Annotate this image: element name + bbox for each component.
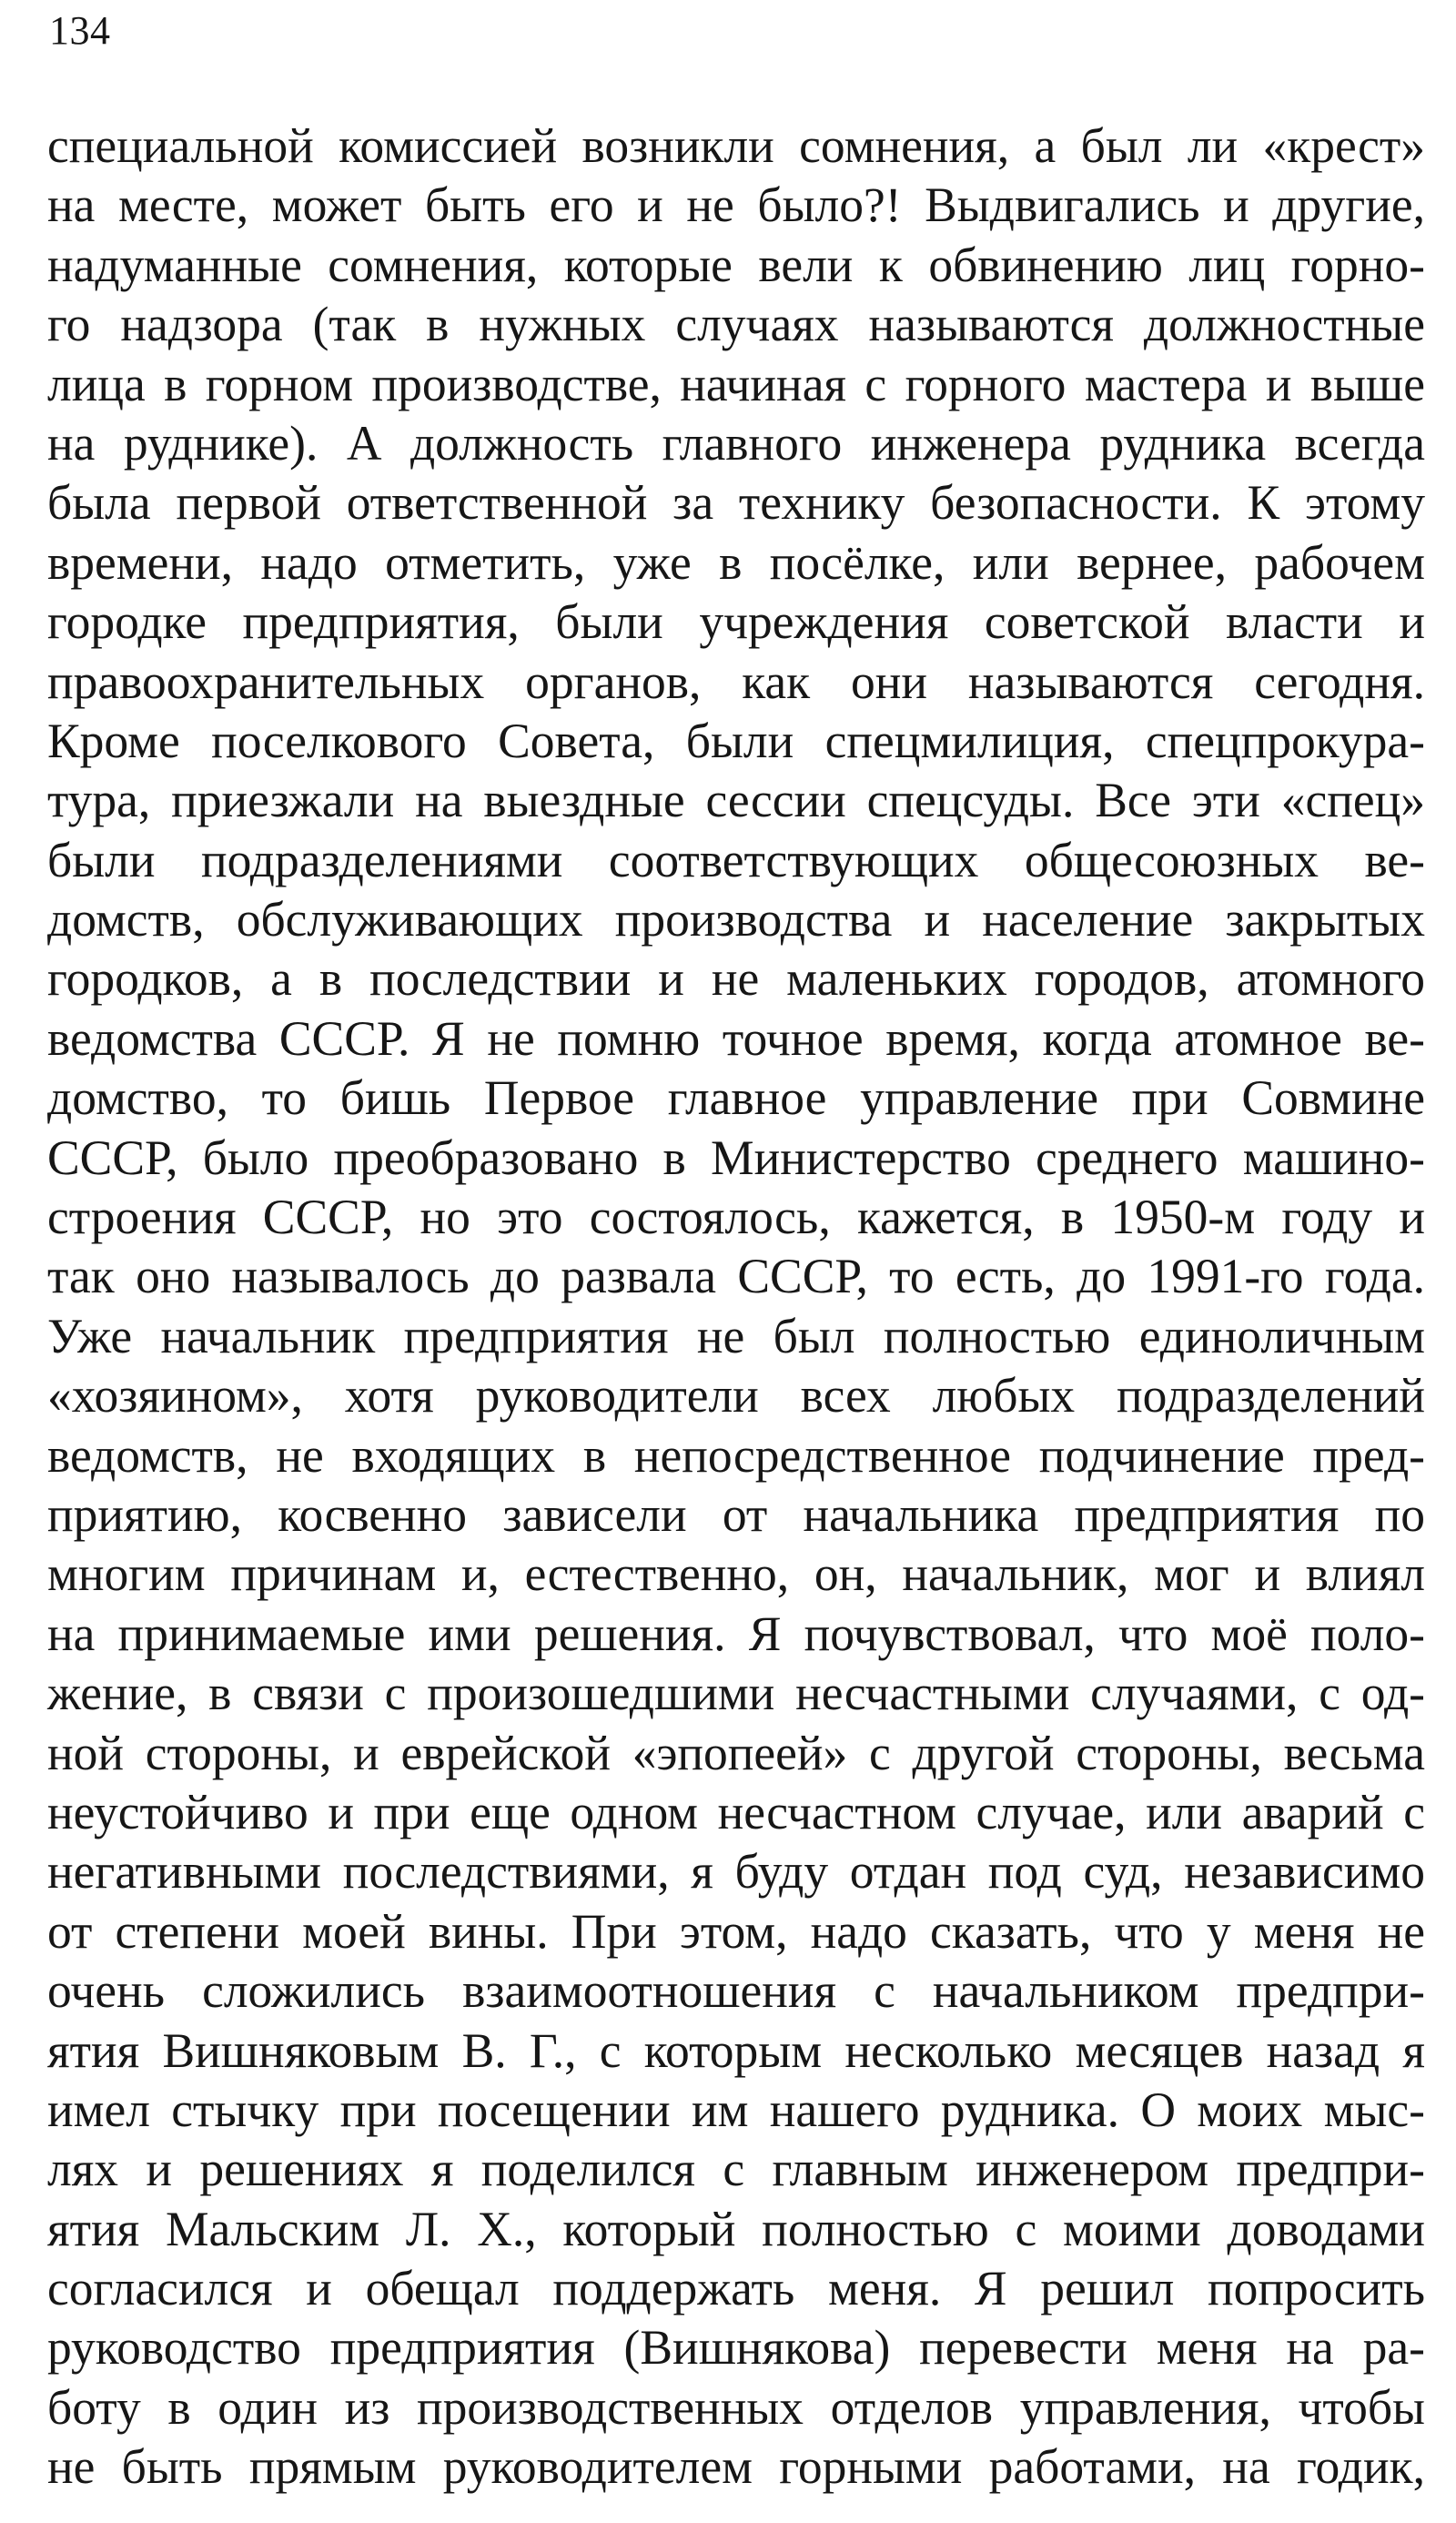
text-line: неустойчиво и при еще одном несчастном случае, или аварий с (47, 1784, 1425, 1839)
text-line: ятия Мальским Л. Х., который полностью с моими доводами (47, 2201, 1425, 2256)
text-line: надуманные сомнения, которые вели к обвинению лиц горно- (47, 237, 1425, 292)
text-line: правоохранительных органов, как они называются сегодня. (47, 654, 1425, 709)
text-line: Уже начальник предприятия не был полностью единоличным (47, 1308, 1425, 1363)
text-line: ной стороны, и еврейской «эпопеей» с другой стороны, весьма (47, 1725, 1425, 1780)
text-line: имел стычку при посещении им нашего рудника. О моих мыс- (47, 2082, 1425, 2137)
text-line: согласился и обещал поддержать меня. Я решил попросить (47, 2261, 1425, 2316)
text-line: ятия Вишняковым В. Г., с которым несколько месяцев назад я (47, 2022, 1425, 2078)
text-line: была первой ответственной за технику безопасности. К этому (47, 475, 1425, 531)
text-line: городке предприятия, были учреждения советской власти и (47, 594, 1425, 650)
text-line: тура, приезжали на выездные сессии спецсуды. Все эти «спец» (47, 773, 1425, 828)
text-line: жение, в связи с произошедшими несчастными случаями, с од- (47, 1666, 1425, 1721)
text-line: не быть прямым руководителем горными работами, на годик, (47, 2439, 1425, 2495)
text-line: очень сложились взаимоотношения с начальником предпри- (47, 1963, 1425, 2019)
text-line: СССР, было преобразовано в Министерство среднего машино- (47, 1130, 1425, 1185)
text-line: городков, а в последствии и не маленьких городов, атомного (47, 951, 1425, 1007)
text-line: времени, надо отметить, уже в посёлке, или вернее, рабочем (47, 534, 1425, 590)
text-line: на принимаемые ими решения. Я почувствовал, что моё поло- (47, 1606, 1425, 1661)
text-line: ведомств, не входящих в непосредственное подчинение пред- (47, 1427, 1425, 1483)
text-line: так оно называлось до развала СССР, то есть, до 1991-го года. (47, 1249, 1425, 1304)
text-line: домство, то бишь Первое главное управление при Совмине (47, 1070, 1425, 1126)
text-line: строения СССР, но это состоялось, кажется, в 1950-м году и (47, 1190, 1425, 1245)
text-line: были подразделениями соответствующих общесоюзных ве- (47, 832, 1425, 887)
text-line: от степени моей вины. При этом, надо сказать, что у меня не (47, 1903, 1425, 1959)
text-line: на месте, может быть его и не было?! Выдвигались и другие, (47, 177, 1425, 233)
text-line: го надзора (так в нужных случаях называются должностные (47, 297, 1425, 352)
text-line: лица в горном производстве, начиная с горного мастера и выше (47, 356, 1425, 411)
page-number: 134 (49, 8, 111, 53)
text-line: на руднике). А должность главного инженера рудника всегда (47, 415, 1425, 471)
text-line: негативными последствиями, я буду отдан под суд, независимо (47, 1844, 1425, 1900)
text-line: руководство предприятия (Вишнякова) перевести меня на ра- (47, 2320, 1425, 2376)
text-line: ведомства СССР. Я не помню точное время, когда атомное ве- (47, 1010, 1425, 1066)
text-line: боту в один из производственных отделов управления, чтобы (47, 2379, 1425, 2435)
text-line: многим причинам и, естественно, он, начальник, мог и влиял (47, 1546, 1425, 1602)
text-line: специальной комиссией возникли сомнения, а был ли «крест» (47, 118, 1425, 173)
text-line: лях и решениях я поделился с главным инженером предпри- (47, 2142, 1425, 2197)
text-line: домств, обслуживающих производства и население закрытых (47, 892, 1425, 947)
text-line: «хозяином», хотя руководители всех любых подразделений (47, 1368, 1425, 1424)
text-line: приятию, косвенно зависели от начальника предприятия по (47, 1486, 1425, 1542)
body-text (47, 117, 1425, 2498)
text-line: Кроме поселкового Совета, были спецмилиция, спецпрокура- (47, 713, 1425, 768)
